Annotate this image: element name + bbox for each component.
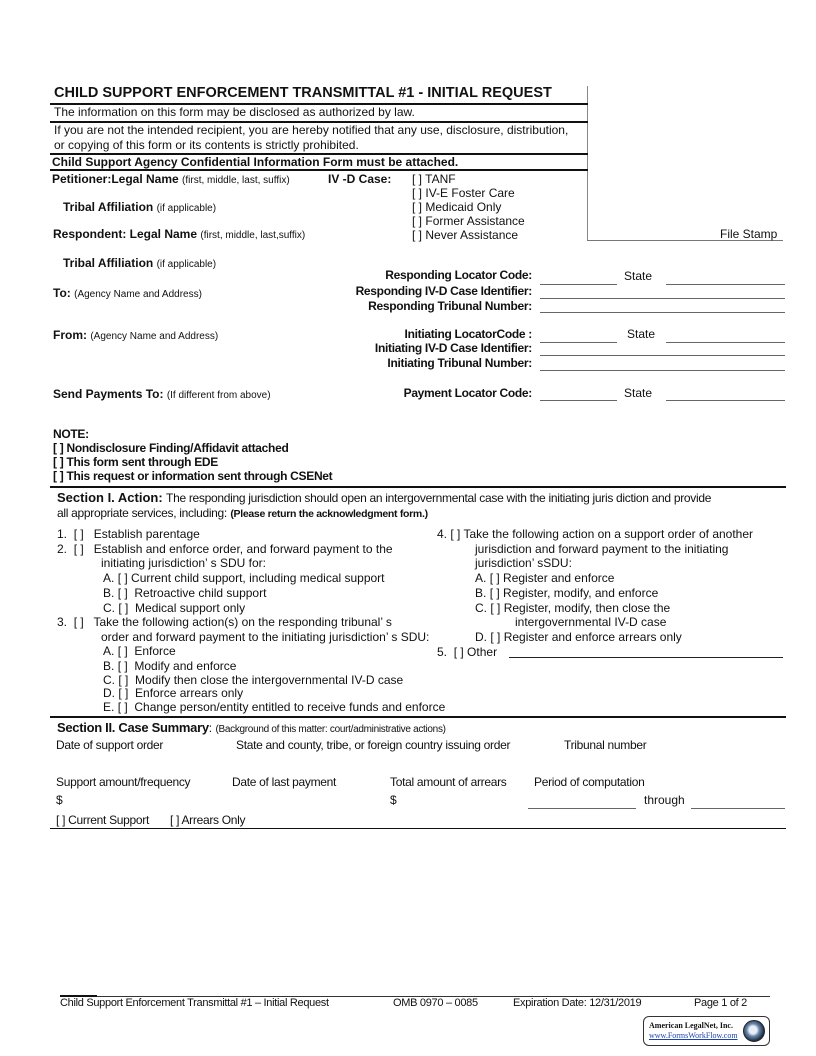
- checkbox-current-support[interactable]: [ ] Current Support: [56, 813, 150, 827]
- note-label: NOTE:: [53, 427, 89, 441]
- petitioner-tribal-field[interactable]: [63, 200, 216, 214]
- action-item-4b[interactable]: B. [ ] Register, modify, and enforce: [475, 586, 659, 600]
- action-item-2-continued: initiating jurisdiction’ s SDU for:: [101, 556, 266, 570]
- initiating-tribunal-label: Initiating Tribunal Number:: [387, 356, 532, 370]
- checkbox-nondisclosure[interactable]: [ ] Nondisclosure Finding/Affidavit attached: [53, 441, 289, 455]
- action-item-3a[interactable]: A. [ ] Enforce: [103, 644, 176, 658]
- last-payment-label: Date of last payment: [232, 775, 337, 789]
- action-item-4-continued: jurisdiction and forward payment to the initiating: [475, 542, 729, 556]
- section1-intro: [57, 490, 711, 505]
- issuing-jurisdiction-label: State and county, tribe, or foreign country issuing order: [236, 738, 511, 752]
- section2-header: [57, 720, 446, 735]
- state-label: State: [624, 386, 653, 400]
- footer-omb-number: OMB 0970 – 0085: [393, 997, 478, 1009]
- item-label: Establish parentage: [93, 527, 200, 541]
- payment-locator-input[interactable]: [540, 400, 617, 401]
- action-item-4d[interactable]: D. [ ] Register and enforce arrears only: [475, 630, 682, 644]
- section2-hint: (Background of this matter: court/administrative actions): [215, 724, 446, 735]
- responding-case-id-label: Responding IV-D Case Identifier:: [355, 284, 532, 298]
- section-divider: [50, 486, 786, 488]
- initiating-case-id-label: Initiating IV-D Case Identifier:: [374, 341, 532, 355]
- warning-line-2: or copying of this form or its contents is strictly prohibited.: [54, 138, 359, 152]
- checkbox-label: IV-E Foster Care: [425, 186, 515, 200]
- checkbox-label: Former Assistance: [425, 214, 525, 228]
- confidential-notice: Child Support Agency Confidential Information Form must be attached.: [52, 155, 459, 169]
- checkbox-bracket: [ ]: [450, 527, 461, 541]
- other-action-input[interactable]: [509, 657, 783, 658]
- state-label: State: [624, 269, 653, 283]
- to-agency-field[interactable]: [53, 286, 202, 300]
- footer-form-name: Child Support Enforcement Transmittal #1 – Initial Request: [60, 997, 329, 1009]
- checkbox-label: Never Assistance: [425, 228, 519, 242]
- logo-company-name: American LegalNet, Inc.: [649, 1021, 733, 1030]
- checkbox-former-assistance[interactable]: [412, 214, 525, 228]
- checkbox-tanf[interactable]: [412, 172, 456, 186]
- checkbox-bracket: [ ]: [73, 615, 84, 629]
- checkbox-sent-through-ede[interactable]: [ ] This form sent through EDE: [53, 455, 218, 469]
- section1-intro-line2: all appropriate services, including:: [57, 506, 227, 520]
- checkbox-bracket: [ ]: [73, 542, 84, 556]
- petitioner-name-field[interactable]: [52, 172, 290, 186]
- globe-icon: [743, 1020, 765, 1042]
- action-item-4c[interactable]: C. [ ] Register, modify, then close the: [475, 601, 671, 615]
- petitioner-label: Petitioner:Legal Name: [52, 172, 179, 186]
- action-item-2a[interactable]: A. [ ] Current child support, including medical support: [103, 571, 385, 585]
- section1-ack-note: (Please return the acknowledgment form.): [230, 508, 428, 520]
- total-arrears-input[interactable]: $: [390, 793, 397, 807]
- action-item-5[interactable]: [437, 645, 497, 659]
- state-label: State: [627, 327, 656, 341]
- action-item-3b[interactable]: B. [ ] Modify and enforce: [103, 659, 237, 673]
- responding-locator-label: Responding Locator Code:: [385, 268, 532, 282]
- checkbox-bracket: [ ]: [412, 186, 423, 200]
- action-item-2[interactable]: [57, 542, 393, 556]
- action-item-4c-continued: intergovernmental IV-D case: [515, 615, 667, 629]
- checkbox-bracket: [ ]: [412, 172, 423, 186]
- checkbox-arrears-only[interactable]: [ ] Arrears Only: [170, 813, 246, 827]
- total-arrears-label: Total amount of arrears: [390, 775, 507, 789]
- to-hint: (Agency Name and Address): [74, 289, 202, 300]
- file-stamp-label: File Stamp: [720, 227, 778, 241]
- tribunal-number-label: Tribunal number: [564, 738, 647, 752]
- respondent-label: Respondent: Legal Name: [53, 227, 198, 241]
- initiating-locator-input[interactable]: [540, 342, 617, 343]
- action-item-3[interactable]: [57, 615, 392, 629]
- initiating-state-input[interactable]: [666, 342, 785, 343]
- action-item-2c[interactable]: C. [ ] Medical support only: [103, 601, 246, 615]
- petitioner-hint: (first, middle, last, suffix): [182, 175, 290, 186]
- send-payments-field[interactable]: [53, 387, 271, 401]
- action-item-4a[interactable]: A. [ ] Register and enforce: [475, 571, 615, 585]
- item-label: Take the following action on a support order of another: [463, 527, 754, 541]
- send-payments-hint: (If different from above): [166, 390, 271, 401]
- responding-case-id-input[interactable]: [540, 298, 785, 299]
- support-amount-input[interactable]: $: [56, 793, 63, 807]
- checkbox-ive-foster-care[interactable]: [412, 186, 515, 200]
- initiating-tribunal-input[interactable]: [540, 370, 785, 371]
- payment-locator-label: Payment Locator Code:: [403, 386, 532, 400]
- checkbox-bracket: [ ]: [412, 214, 423, 228]
- item-number: 3.: [57, 615, 68, 629]
- from-hint: (Agency Name and Address): [90, 331, 219, 342]
- ivd-case-label: IV -D Case:: [328, 172, 392, 186]
- section1-title: Section I. Action:: [57, 490, 163, 505]
- responding-tribunal-input[interactable]: [540, 312, 785, 313]
- initiating-locator-label: Initiating LocatorCode :: [404, 327, 532, 341]
- initiating-case-id-input[interactable]: [540, 355, 785, 356]
- item-number: 1.: [57, 527, 68, 541]
- respondent-name-field[interactable]: [53, 227, 305, 241]
- action-item-4[interactable]: [437, 527, 753, 541]
- checkbox-label: TANF: [425, 172, 456, 186]
- date-of-support-order-label: Date of support order: [56, 738, 164, 752]
- checkbox-never-assistance[interactable]: [412, 228, 518, 242]
- checkbox-sent-through-csenet[interactable]: [ ] This request or information sent through CSENet: [53, 469, 333, 483]
- divider: [50, 169, 588, 171]
- responding-tribunal-label: Responding Tribunal Number:: [368, 299, 532, 313]
- period-start-input[interactable]: [528, 808, 636, 809]
- action-item-1[interactable]: [57, 527, 200, 541]
- section1-intro-2: [57, 506, 428, 520]
- section-divider: [50, 828, 786, 829]
- form-title: CHILD SUPPORT ENFORCEMENT TRANSMITTAL #1 - INITIAL REQUEST: [54, 85, 552, 101]
- tribal-label: Tribal Affiliation: [63, 256, 154, 270]
- send-payments-label: Send Payments To:: [53, 387, 164, 401]
- section-divider: [50, 716, 786, 718]
- through-label: through: [644, 793, 685, 807]
- action-item-4-continued-2: jurisdiction’ sSDU:: [475, 556, 572, 570]
- action-item-3c[interactable]: C. [ ] Modify then close the intergovernmental IV-D case: [103, 673, 404, 687]
- american-legalnet-logo[interactable]: [643, 1016, 770, 1046]
- support-amount-label: Support amount/frequency: [56, 775, 191, 789]
- checkbox-bracket: [ ]: [412, 228, 423, 242]
- item-number: 4.: [437, 527, 448, 541]
- checkbox-medicaid-only[interactable]: [412, 200, 501, 214]
- disclosure-text: The information on this form may be disclosed as authorized by law.: [54, 105, 415, 119]
- logo-website-link[interactable]: www.FormsWorkFlow.com: [649, 1031, 738, 1040]
- item-number: 5.: [437, 645, 448, 659]
- respondent-hint: (first, middle, last,suffix): [200, 230, 306, 241]
- checkbox-bracket: [ ]: [73, 527, 84, 541]
- checkbox-label: Medicaid Only: [425, 200, 502, 214]
- item-number: 2.: [57, 542, 68, 556]
- responding-locator-input[interactable]: [540, 284, 617, 285]
- from-agency-field[interactable]: [53, 328, 218, 342]
- warning-line-1: If you are not the intended recipient, you are hereby notified that any use, disclosure, distribution,: [54, 123, 569, 137]
- payment-state-input[interactable]: [666, 400, 785, 401]
- action-item-3e[interactable]: E. [ ] Change person/entity entitled to receive funds and enforce: [103, 700, 446, 714]
- footer-expiration-date: Expiration Date: 12/31/2019: [513, 997, 642, 1009]
- period-of-computation-label: Period of computation: [534, 775, 645, 789]
- action-item-2b[interactable]: B. [ ] Retroactive child support: [103, 586, 267, 600]
- tribal-label: Tribal Affiliation: [63, 200, 154, 214]
- responding-state-input[interactable]: [666, 284, 785, 285]
- checkbox-bracket: [ ]: [412, 200, 423, 214]
- item-label: Establish and enforce order, and forward payment to the: [93, 542, 393, 556]
- colon: :: [208, 721, 213, 735]
- item-label: Take the following action(s) on the responding tribunal’ s: [93, 615, 392, 629]
- action-item-3d[interactable]: D. [ ] Enforce arrears only: [103, 686, 244, 700]
- footer-page-number: Page 1 of 2: [694, 997, 747, 1009]
- action-item-3-continued: order and forward payment to the initiating jurisdiction’ s SDU:: [101, 630, 430, 644]
- to-label: To:: [53, 286, 71, 300]
- tribal-hint: (if applicable): [156, 259, 217, 270]
- item-label: Other: [467, 645, 498, 659]
- period-end-input[interactable]: [691, 808, 785, 809]
- file-stamp-left-border: [587, 86, 588, 241]
- respondent-tribal-field[interactable]: [63, 256, 216, 270]
- section2-title: Section II. Case Summary: [57, 720, 209, 735]
- checkbox-bracket: [ ]: [453, 645, 464, 659]
- section1-intro-line1: The responding jurisdiction should open an intergovernmental case with the initiating juris diction and provide: [166, 491, 712, 505]
- tribal-hint: (if applicable): [156, 203, 217, 214]
- from-label: From:: [53, 328, 87, 342]
